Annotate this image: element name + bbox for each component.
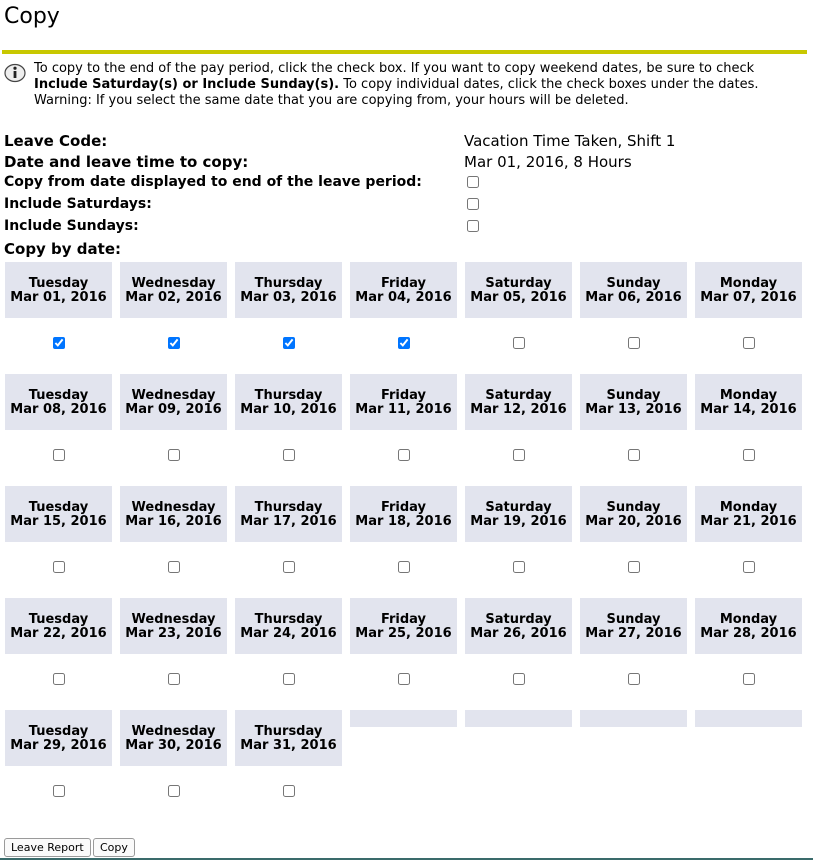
info-icon <box>4 63 26 83</box>
date-header <box>580 262 687 318</box>
date-header <box>580 598 687 654</box>
date-text: Mar 16, 2016 <box>125 514 222 529</box>
date-text: Mar 02, 2016 <box>125 290 222 305</box>
empty-date-header <box>465 710 572 727</box>
date-cell <box>350 374 457 486</box>
day-name: Monday <box>719 612 778 627</box>
date-header <box>465 486 572 542</box>
date-text: Mar 15, 2016 <box>10 514 107 529</box>
date-cell <box>580 374 687 486</box>
date-checkbox[interactable] <box>743 561 755 573</box>
day-name: Friday <box>380 388 427 403</box>
date-text: Mar 31, 2016 <box>240 738 337 753</box>
date-cell <box>235 598 342 710</box>
date-text: Mar 20, 2016 <box>585 514 682 529</box>
day-name: Wednesday <box>131 612 216 627</box>
date-cell <box>120 486 227 598</box>
date-cell <box>120 374 227 486</box>
date-text: Mar 23, 2016 <box>125 626 222 641</box>
date-text: Mar 14, 2016 <box>700 402 797 417</box>
date-checkbox[interactable] <box>283 449 295 461</box>
date-checkbox[interactable] <box>283 561 295 573</box>
date-cell <box>465 262 572 374</box>
date-cell <box>120 598 227 710</box>
date-cell <box>580 262 687 374</box>
date-checkbox[interactable] <box>513 673 525 685</box>
day-name: Tuesday <box>28 388 89 403</box>
copy-to-end-checkbox[interactable] <box>467 176 479 188</box>
date-header <box>580 374 687 430</box>
date-checkbox[interactable] <box>53 337 65 349</box>
date-cell <box>120 262 227 374</box>
day-name: Thursday <box>254 724 323 739</box>
date-cell <box>5 374 112 486</box>
date-checkbox[interactable] <box>628 561 640 573</box>
day-name: Thursday <box>254 612 323 627</box>
day-name: Saturday <box>485 388 552 403</box>
date-text: Mar 13, 2016 <box>585 402 682 417</box>
date-text: Mar 22, 2016 <box>10 626 107 641</box>
date-cell <box>235 374 342 486</box>
date-text: Mar 12, 2016 <box>470 402 567 417</box>
date-cell <box>5 598 112 710</box>
date-header <box>465 598 572 654</box>
date-header <box>350 598 457 654</box>
date-to-copy-label: Date and leave time to copy: <box>4 153 249 171</box>
date-text: Mar 26, 2016 <box>470 626 567 641</box>
date-row <box>5 710 810 822</box>
leave-code-label: Leave Code: <box>4 132 108 150</box>
date-text: Mar 06, 2016 <box>585 290 682 305</box>
date-cell <box>350 262 457 374</box>
date-header <box>695 486 802 542</box>
date-text: Mar 18, 2016 <box>355 514 452 529</box>
date-header <box>5 598 112 654</box>
date-checkbox[interactable] <box>53 785 65 797</box>
day-name: Tuesday <box>28 276 89 291</box>
day-name: Friday <box>380 612 427 627</box>
date-header <box>235 710 342 766</box>
day-name: Sunday <box>606 500 661 515</box>
include-sundays-label: Include Sundays: <box>4 218 139 234</box>
date-checkbox[interactable] <box>743 673 755 685</box>
date-text: Mar 03, 2016 <box>240 290 337 305</box>
date-cell <box>5 710 112 822</box>
date-checkbox[interactable] <box>168 337 180 349</box>
day-name: Friday <box>380 500 427 515</box>
copy-to-end-label: Copy from date displayed to end of the leave period: <box>4 174 422 190</box>
date-header <box>350 486 457 542</box>
date-header <box>465 262 572 318</box>
day-name: Saturday <box>485 500 552 515</box>
day-name: Sunday <box>606 388 661 403</box>
day-name: Monday <box>719 276 778 291</box>
date-checkbox[interactable] <box>398 673 410 685</box>
day-name: Monday <box>719 388 778 403</box>
day-name: Saturday <box>485 276 552 291</box>
date-header <box>5 710 112 766</box>
day-name: Tuesday <box>28 612 89 627</box>
date-text: Mar 01, 2016 <box>10 290 107 305</box>
date-cell <box>695 374 802 486</box>
info-warning: Warning: If you select the same date that you are copying from, your hours will be deleted. <box>34 93 629 108</box>
date-text: Mar 25, 2016 <box>355 626 452 641</box>
empty-date-header <box>350 710 457 727</box>
day-name: Saturday <box>485 612 552 627</box>
date-cell <box>465 374 572 486</box>
info-line-2: To copy individual dates, click the check boxes under the dates. <box>339 77 759 92</box>
date-text: Mar 27, 2016 <box>585 626 682 641</box>
leave-code-value: Vacation Time Taken, Shift 1 <box>464 132 676 150</box>
date-header <box>5 486 112 542</box>
date-header <box>235 486 342 542</box>
date-checkbox[interactable] <box>53 673 65 685</box>
date-text: Mar 24, 2016 <box>240 626 337 641</box>
date-cell <box>350 598 457 710</box>
empty-date-cell <box>465 710 572 822</box>
date-checkbox[interactable] <box>53 561 65 573</box>
empty-date-cell <box>580 710 687 822</box>
info-bold-text: Include Saturday(s) or Include Sunday(s). <box>34 77 340 92</box>
date-checkbox[interactable] <box>283 785 295 797</box>
date-cell <box>695 486 802 598</box>
date-text: Mar 21, 2016 <box>700 514 797 529</box>
empty-date-cell <box>695 710 802 822</box>
date-checkbox[interactable] <box>628 337 640 349</box>
date-checkbox[interactable] <box>743 337 755 349</box>
date-header <box>695 598 802 654</box>
page-title: Copy <box>4 4 60 29</box>
day-name: Tuesday <box>28 500 89 515</box>
date-checkbox[interactable] <box>283 337 295 349</box>
date-checkbox[interactable] <box>743 449 755 461</box>
date-header <box>695 262 802 318</box>
date-text: Mar 08, 2016 <box>10 402 107 417</box>
date-checkbox[interactable] <box>628 449 640 461</box>
date-text: Mar 30, 2016 <box>125 738 222 753</box>
day-name: Wednesday <box>131 500 216 515</box>
date-cell <box>580 598 687 710</box>
date-checkbox[interactable] <box>53 449 65 461</box>
date-text: Mar 04, 2016 <box>355 290 452 305</box>
date-header <box>580 486 687 542</box>
date-checkbox[interactable] <box>513 561 525 573</box>
date-cell <box>350 486 457 598</box>
date-row <box>5 262 810 374</box>
day-name: Sunday <box>606 276 661 291</box>
date-header <box>350 262 457 318</box>
date-cell <box>235 710 342 822</box>
date-row <box>5 486 810 598</box>
date-checkbox[interactable] <box>513 449 525 461</box>
day-name: Wednesday <box>131 388 216 403</box>
date-text: Mar 29, 2016 <box>10 738 107 753</box>
date-header <box>120 486 227 542</box>
date-cell <box>580 486 687 598</box>
date-row <box>5 374 810 486</box>
day-name: Thursday <box>254 276 323 291</box>
date-checkbox[interactable] <box>168 785 180 797</box>
day-name: Monday <box>719 500 778 515</box>
date-text: Mar 05, 2016 <box>470 290 567 305</box>
date-header <box>695 374 802 430</box>
date-header <box>120 710 227 766</box>
day-name: Thursday <box>254 500 323 515</box>
date-text: Mar 17, 2016 <box>240 514 337 529</box>
day-name: Wednesday <box>131 724 216 739</box>
date-header <box>235 262 342 318</box>
date-checkbox[interactable] <box>398 449 410 461</box>
date-cell <box>5 262 112 374</box>
info-line-1: To copy to the end of the pay period, click the check box. If you want to copy weekend dates, be sure to check <box>34 61 755 76</box>
date-header <box>5 374 112 430</box>
day-name: Friday <box>380 276 427 291</box>
day-name: Thursday <box>254 388 323 403</box>
date-row <box>5 598 810 710</box>
date-checkbox[interactable] <box>168 561 180 573</box>
empty-date-header <box>695 710 802 727</box>
date-checkbox[interactable] <box>398 561 410 573</box>
date-header <box>5 262 112 318</box>
date-header <box>350 374 457 430</box>
date-header <box>120 374 227 430</box>
date-to-copy-value: Mar 01, 2016, 8 Hours <box>464 153 632 171</box>
day-name: Tuesday <box>28 724 89 739</box>
leave-report-button[interactable]: Leave Report <box>4 838 91 857</box>
date-text: Mar 28, 2016 <box>700 626 797 641</box>
date-cell <box>235 262 342 374</box>
day-name: Wednesday <box>131 276 216 291</box>
date-checkbox[interactable] <box>398 337 410 349</box>
date-checkbox[interactable] <box>283 673 295 685</box>
date-text: Mar 07, 2016 <box>700 290 797 305</box>
date-cell <box>695 262 802 374</box>
date-checkbox[interactable] <box>168 449 180 461</box>
date-text: Mar 11, 2016 <box>355 402 452 417</box>
include-sundays-checkbox[interactable] <box>467 220 479 232</box>
empty-date-cell <box>350 710 457 822</box>
copy-button[interactable]: Copy <box>93 838 135 857</box>
info-message <box>4 61 804 109</box>
title-rule <box>2 50 807 54</box>
date-checkbox[interactable] <box>513 337 525 349</box>
include-saturdays-label: Include Saturdays: <box>4 196 152 212</box>
date-cell <box>5 486 112 598</box>
date-checkbox[interactable] <box>168 673 180 685</box>
date-header <box>120 262 227 318</box>
date-cell <box>465 598 572 710</box>
date-header <box>120 598 227 654</box>
date-text: Mar 09, 2016 <box>125 402 222 417</box>
day-name: Sunday <box>606 612 661 627</box>
copy-by-date-label: Copy by date: <box>4 240 121 258</box>
date-cell <box>120 710 227 822</box>
date-cell <box>235 486 342 598</box>
date-checkbox[interactable] <box>628 673 640 685</box>
date-text: Mar 10, 2016 <box>240 402 337 417</box>
date-header <box>465 374 572 430</box>
date-text: Mar 19, 2016 <box>470 514 567 529</box>
date-header <box>235 598 342 654</box>
date-header <box>235 374 342 430</box>
date-cell <box>695 598 802 710</box>
date-cell <box>465 486 572 598</box>
empty-date-header <box>580 710 687 727</box>
include-saturdays-checkbox[interactable] <box>467 198 479 210</box>
